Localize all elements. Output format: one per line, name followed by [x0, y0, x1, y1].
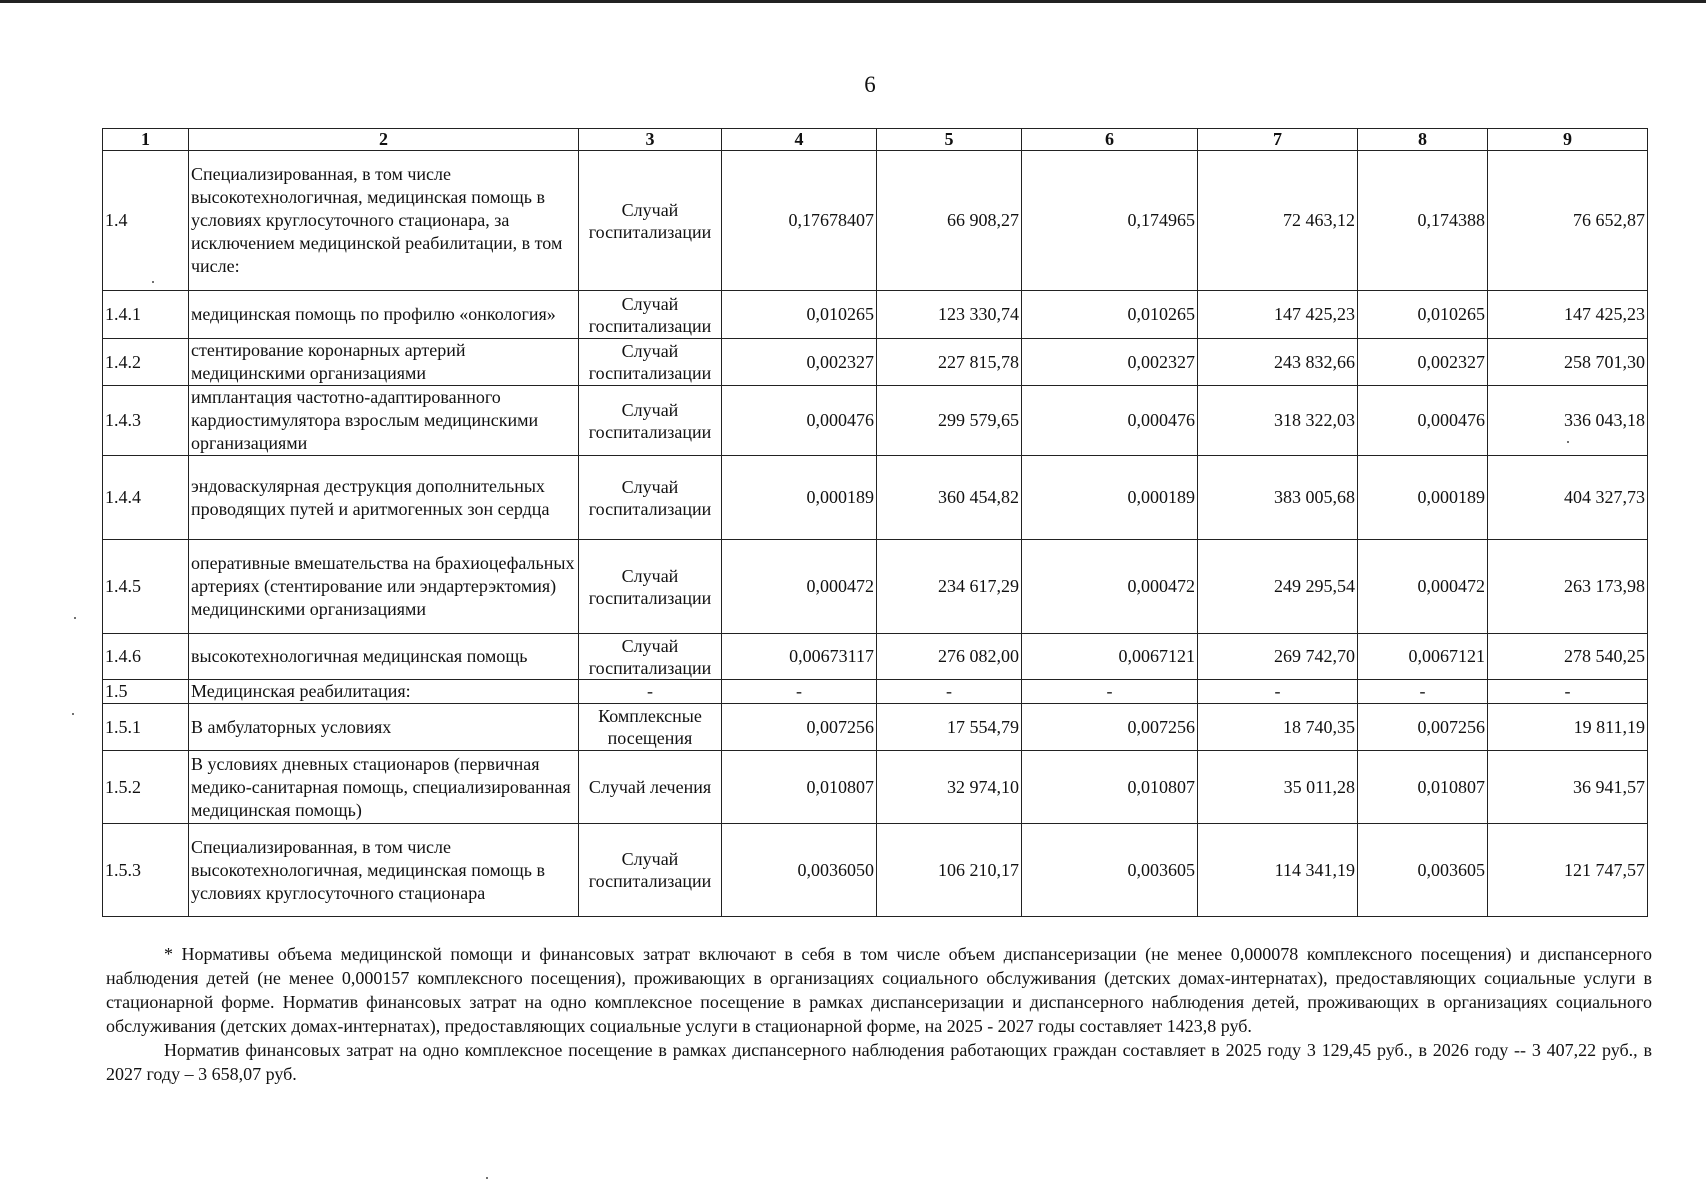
row-unit: Случай госпитализации [579, 456, 722, 540]
cell-col-4: 0,000189 [722, 456, 877, 540]
row-unit: Комплексные посещения [579, 704, 722, 751]
cell-col-6: 0,007256 [1022, 704, 1198, 751]
cell-col-7: 243 832,66 [1198, 339, 1358, 386]
row-code: 1.5.1 [103, 704, 189, 751]
row-name: высокотехнологичная медицинская помощь [189, 634, 579, 680]
table-row [103, 151, 1648, 291]
cell-col-4: 0,000472 [722, 540, 877, 634]
row-code: 1.5.3 [103, 824, 189, 917]
cell-col-5: 106 210,17 [877, 824, 1022, 917]
cell-col-4: 0,010265 [722, 291, 877, 339]
row-unit: Случай госпитализации [579, 540, 722, 634]
cell-col-8: 0,000189 [1358, 456, 1488, 540]
row-code: 1.5 [103, 680, 189, 704]
row-unit: Случай госпитализации [579, 634, 722, 680]
footnote-paragraph: * Нормативы объема медицинской помощи и финансовых затрат включают в себя в том числе объем диспансеризации (не менее 0,000078 комплексного посещения) и диспансерного наблюдения детей (не менее 0,000157 комплексного посещения), проживающих в организациях социального обслуживания (детских домах-интернатах), предоставляющих социальные услуги в стационарной форме. Норматив финансовых затрат на одно комплексное посещение в рамках диспансеризации и диспансерного наблюдения детей, проживающих в организациях социального обслуживания (детских домах-интернатах), предоставляющих социальные услуги в стационарной форме, на 2025 - 2027 годы составляет 1423,8 руб. [106, 944, 1652, 1036]
cell-col-7: 318 322,03 [1198, 386, 1358, 456]
cell-col-5: 360 454,82 [877, 456, 1022, 540]
table-header-row [103, 129, 1648, 151]
cell-col-8: - [1358, 680, 1488, 704]
table-row [103, 824, 1648, 917]
row-code: 1.4.1 [103, 291, 189, 339]
cell-col-7: 383 005,68 [1198, 456, 1358, 540]
table-row [103, 634, 1648, 680]
scan-speck [1567, 441, 1569, 443]
norms-table [102, 128, 1648, 917]
cell-col-4: 0,0036050 [722, 824, 877, 917]
cell-col-9: 278 540,25 [1488, 634, 1648, 680]
cell-col-9: - [1488, 680, 1648, 704]
cell-col-6: 0,000189 [1022, 456, 1198, 540]
cell-col-9: 147 425,23 [1488, 291, 1648, 339]
column-header-6: 6 [1022, 129, 1198, 151]
cell-col-7: 114 341,19 [1198, 824, 1358, 917]
cell-col-8: 0,002327 [1358, 339, 1488, 386]
column-header-4: 4 [722, 129, 877, 151]
cell-col-5: 66 908,27 [877, 151, 1022, 291]
table-row [103, 680, 1648, 704]
row-name: имплантация частотно-адаптированного кардиостимулятора взрослым медицинскими организациями [189, 386, 579, 456]
row-name: эндоваскулярная деструкция дополнительных проводящих путей и аритмогенных зон сердца [189, 456, 579, 540]
column-header-7: 7 [1198, 129, 1358, 151]
cell-col-9: 263 173,98 [1488, 540, 1648, 634]
cell-col-5: 234 617,29 [877, 540, 1022, 634]
cell-col-6: 0,000472 [1022, 540, 1198, 634]
table-row [103, 456, 1648, 540]
column-header-2: 2 [189, 129, 579, 151]
table-row [103, 704, 1648, 751]
table-body [103, 151, 1648, 917]
scan-speck [152, 281, 154, 283]
row-unit: Случай госпитализации [579, 291, 722, 339]
row-code: 1.4.5 [103, 540, 189, 634]
cell-col-6: 0,000476 [1022, 386, 1198, 456]
row-name: Медицинская реабилитация: [189, 680, 579, 704]
row-unit: - [579, 680, 722, 704]
table-row [103, 540, 1648, 634]
scan-speck [74, 617, 76, 619]
cell-col-8: 0,003605 [1358, 824, 1488, 917]
row-name: Специализированная, в том числе высокотехнологичная, медицинская помощь в условиях круглосуточного стационара, за исключением медицинской реабилитации, в том числе: [189, 151, 579, 291]
footnotes [106, 942, 1652, 1086]
cell-col-6: - [1022, 680, 1198, 704]
row-unit: Случай госпитализации [579, 386, 722, 456]
row-unit: Случай госпитализации [579, 339, 722, 386]
cell-col-8: 0,000476 [1358, 386, 1488, 456]
cell-col-9: 76 652,87 [1488, 151, 1648, 291]
row-code: 1.5.2 [103, 751, 189, 824]
cell-col-7: 147 425,23 [1198, 291, 1358, 339]
cell-col-6: 0,002327 [1022, 339, 1198, 386]
cell-col-8: 0,010265 [1358, 291, 1488, 339]
cell-col-8: 0,010807 [1358, 751, 1488, 824]
scan-top-edge [0, 0, 1706, 3]
cell-col-4: 0,000476 [722, 386, 877, 456]
footnote-paragraph: Норматив финансовых затрат на одно комплексное посещение в рамках диспансерного наблюдения работающих граждан составляет в 2025 году 3 129,45 руб., в 2026 году -- 3 407,22 руб., в 2027 году – 3 658,07 руб. [106, 1040, 1652, 1084]
cell-col-8: 0,007256 [1358, 704, 1488, 751]
row-name: оперативные вмешательства на брахиоцефальных артериях (стентирование или эндартерэктомия) медицинскими организациями [189, 540, 579, 634]
row-name: стентирование коронарных артерий медицинскими организациями [189, 339, 579, 386]
row-code: 1.4.4 [103, 456, 189, 540]
cell-col-6: 0,174965 [1022, 151, 1198, 291]
cell-col-5: - [877, 680, 1022, 704]
cell-col-4: 0,010807 [722, 751, 877, 824]
row-name: В условиях дневных стационаров (первичная медико-санитарная помощь, специализированная медицинская помощь) [189, 751, 579, 824]
column-header-3: 3 [579, 129, 722, 151]
table-row [103, 751, 1648, 824]
cell-col-6: 0,010807 [1022, 751, 1198, 824]
row-name: В амбулаторных условиях [189, 704, 579, 751]
row-code: 1.4.6 [103, 634, 189, 680]
row-unit: Случай госпитализации [579, 824, 722, 917]
cell-col-5: 227 815,78 [877, 339, 1022, 386]
column-header-8: 8 [1358, 129, 1488, 151]
row-code: 1.4.3 [103, 386, 189, 456]
cell-col-5: 17 554,79 [877, 704, 1022, 751]
table-row [103, 339, 1648, 386]
cell-col-7: 18 740,35 [1198, 704, 1358, 751]
scan-speck [72, 713, 74, 715]
cell-col-5: 123 330,74 [877, 291, 1022, 339]
cell-col-5: 276 082,00 [877, 634, 1022, 680]
cell-col-6: 0,0067121 [1022, 634, 1198, 680]
cell-col-4: 0,17678407 [722, 151, 877, 291]
cell-col-5: 299 579,65 [877, 386, 1022, 456]
cell-col-4: - [722, 680, 877, 704]
cell-col-9: 336 043,18 [1488, 386, 1648, 456]
cell-col-9: 258 701,30 [1488, 339, 1648, 386]
cell-col-7: 35 011,28 [1198, 751, 1358, 824]
cell-col-7: 269 742,70 [1198, 634, 1358, 680]
cell-col-4: 0,007256 [722, 704, 877, 751]
row-name: Специализированная, в том числе высокотехнологичная, медицинская помощь в условиях круглосуточного стационара [189, 824, 579, 917]
row-name: медицинская помощь по профилю «онкология» [189, 291, 579, 339]
row-unit: Случай госпитализации [579, 151, 722, 291]
cell-col-8: 0,0067121 [1358, 634, 1488, 680]
cell-col-6: 0,010265 [1022, 291, 1198, 339]
column-header-1: 1 [103, 129, 189, 151]
cell-col-9: 121 747,57 [1488, 824, 1648, 917]
cell-col-4: 0,002327 [722, 339, 877, 386]
cell-col-6: 0,003605 [1022, 824, 1198, 917]
cell-col-7: - [1198, 680, 1358, 704]
cell-col-4: 0,00673117 [722, 634, 877, 680]
cell-col-9: 404 327,73 [1488, 456, 1648, 540]
cell-col-7: 72 463,12 [1198, 151, 1358, 291]
table-row [103, 386, 1648, 456]
page-number: 6 [864, 72, 876, 97]
cell-col-8: 0,174388 [1358, 151, 1488, 291]
cell-col-9: 36 941,57 [1488, 751, 1648, 824]
column-header-9: 9 [1488, 129, 1648, 151]
cell-col-7: 249 295,54 [1198, 540, 1358, 634]
row-code: 1.4 [103, 151, 189, 291]
row-code: 1.4.2 [103, 339, 189, 386]
cell-col-8: 0,000472 [1358, 540, 1488, 634]
cell-col-9: 19 811,19 [1488, 704, 1648, 751]
cell-col-5: 32 974,10 [877, 751, 1022, 824]
column-header-5: 5 [877, 129, 1022, 151]
scan-speck [486, 1177, 488, 1179]
table-row [103, 291, 1648, 339]
row-unit: Случай лечения [579, 751, 722, 824]
